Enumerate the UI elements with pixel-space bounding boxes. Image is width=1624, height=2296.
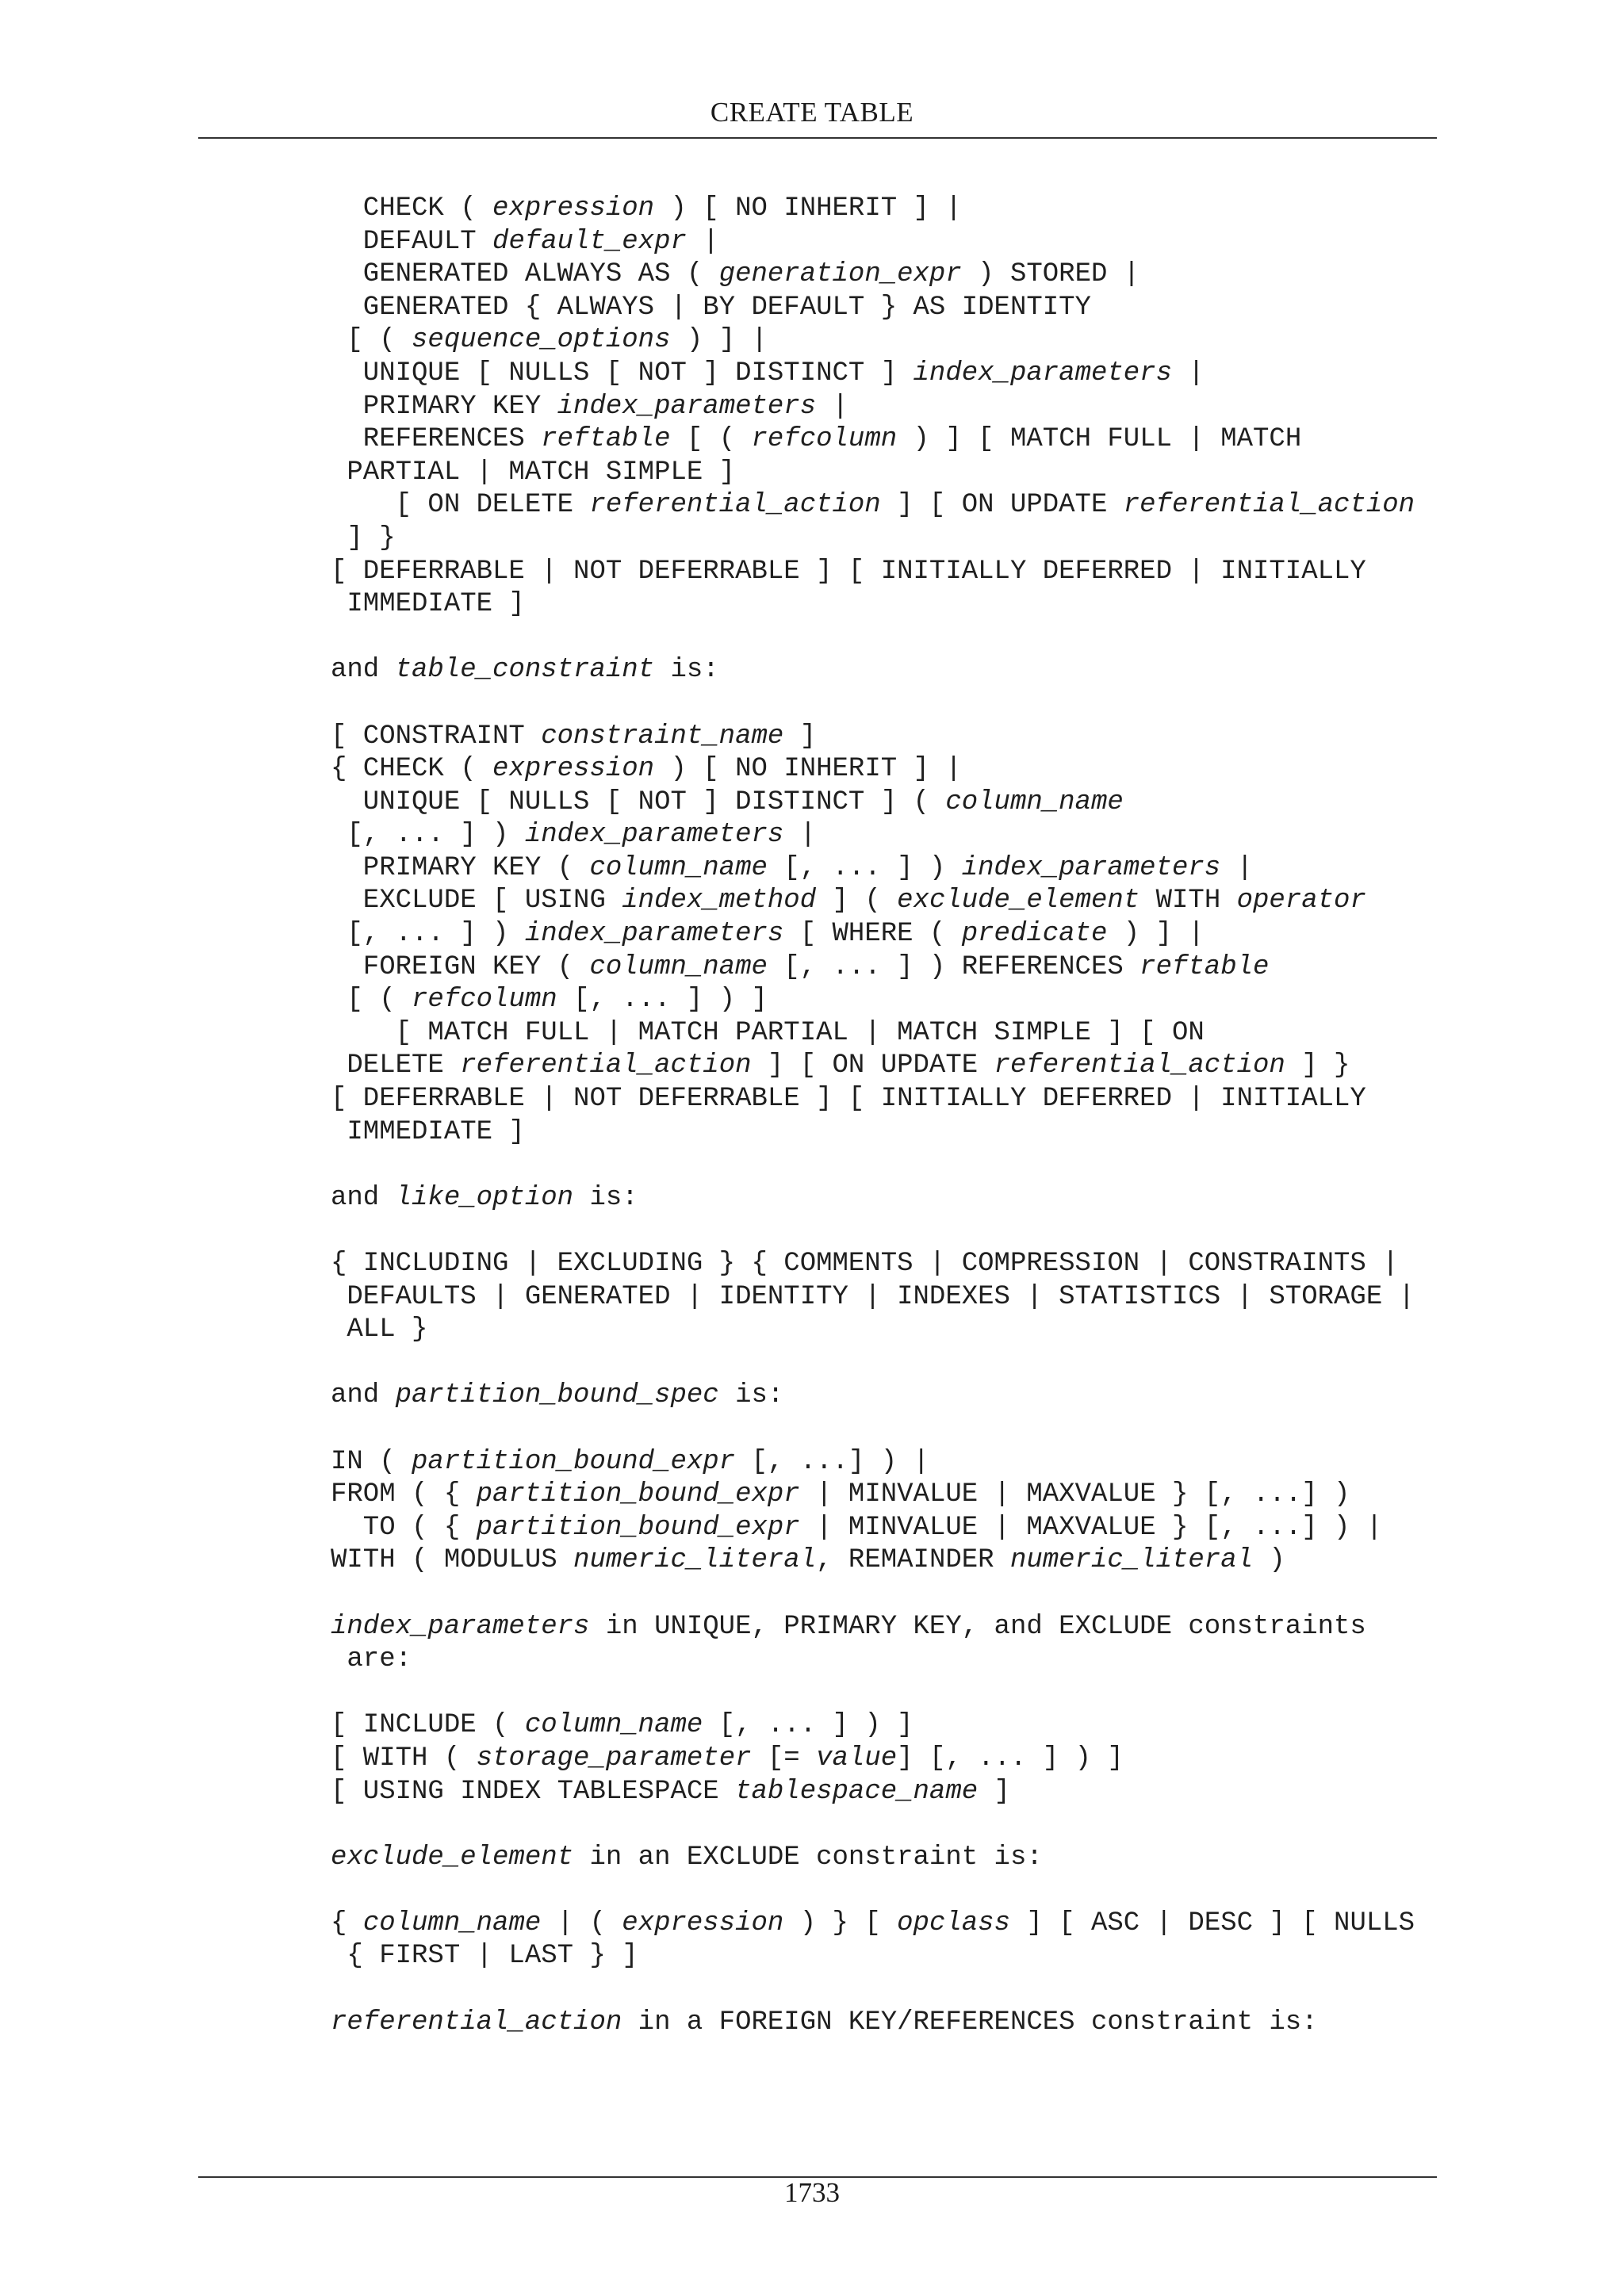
code-line bbox=[331, 721, 1441, 754]
syntax-keyword-text: ] [ ON UPDATE bbox=[880, 490, 1124, 521]
syntax-keyword-text: [ ( bbox=[331, 985, 412, 1016]
code-line bbox=[331, 1017, 1441, 1050]
syntax-keyword-text: and bbox=[331, 1182, 396, 1213]
syntax-placeholder: refcolumn bbox=[751, 424, 898, 455]
syntax-placeholder: partition_bound_spec bbox=[395, 1380, 719, 1411]
syntax-keyword-text: | MINVALUE | MAXVALUE } [, ...] ) bbox=[799, 1479, 1350, 1510]
syntax-keyword-text: TO ( { bbox=[331, 1512, 477, 1543]
code-line bbox=[331, 226, 1441, 259]
syntax-keyword-text: CHECK ( bbox=[331, 193, 493, 224]
syntax-placeholder: numeric_literal bbox=[573, 1545, 817, 1576]
syntax-keyword-text: DEFAULTS | GENERATED | IDENTITY | INDEXES | STATISTICS | STORAGE | bbox=[331, 1281, 1415, 1312]
syntax-keyword-text: [ USING INDEX TABLESPACE bbox=[331, 1776, 736, 1807]
syntax-keyword-text: ] bbox=[978, 1776, 1010, 1807]
code-line bbox=[331, 457, 1441, 490]
syntax-placeholder: index_parameters bbox=[557, 391, 817, 422]
syntax-keyword-text: is: bbox=[718, 1380, 784, 1411]
syntax-keyword-text: { CHECK ( bbox=[331, 754, 493, 785]
syntax-placeholder: storage_parameter bbox=[476, 1743, 752, 1774]
syntax-keyword-text: ] } bbox=[331, 522, 396, 553]
code-line bbox=[331, 622, 1441, 655]
syntax-keyword-text: [, ...] ) | bbox=[735, 1446, 929, 1477]
code-line bbox=[331, 1743, 1441, 1776]
code-line bbox=[331, 918, 1441, 951]
syntax-keyword-text: ) ] | bbox=[670, 325, 768, 356]
syntax-placeholder: like_option bbox=[395, 1182, 574, 1213]
syntax-keyword-text: IMMEDIATE ] bbox=[331, 1116, 525, 1147]
code-line bbox=[331, 852, 1441, 886]
code-line bbox=[331, 423, 1441, 457]
syntax-keyword-text: WITH bbox=[1139, 886, 1237, 916]
code-line bbox=[331, 1776, 1441, 1809]
code-line bbox=[331, 687, 1441, 721]
syntax-keyword-text: DEFAULT bbox=[331, 226, 493, 257]
syntax-keyword-text: [, ... ] ) bbox=[767, 852, 962, 883]
syntax-keyword-text: ) ] [ MATCH FULL | MATCH bbox=[897, 424, 1302, 455]
syntax-placeholder: reftable bbox=[1139, 951, 1270, 982]
syntax-placeholder: index_parameters bbox=[961, 852, 1221, 883]
code-line bbox=[331, 1709, 1441, 1743]
syntax-keyword-text: and bbox=[331, 1380, 396, 1411]
code-line bbox=[331, 1380, 1441, 1413]
header-rule bbox=[198, 137, 1437, 139]
syntax-keyword-text: ) STORED | bbox=[961, 259, 1140, 290]
code-line bbox=[331, 1940, 1441, 1973]
syntax-keyword-text: [, ... ] ) bbox=[331, 919, 525, 950]
syntax-placeholder: generation_expr bbox=[718, 259, 962, 290]
syntax-placeholder: column_name bbox=[589, 852, 768, 883]
syntax-keyword-text: [ WITH ( bbox=[331, 1743, 477, 1774]
code-line bbox=[331, 556, 1441, 589]
syntax-keyword-text: FROM ( { bbox=[331, 1479, 477, 1510]
syntax-keyword-text: is: bbox=[573, 1182, 638, 1213]
code-line bbox=[331, 489, 1441, 522]
code-line bbox=[331, 1973, 1441, 2007]
code-line bbox=[331, 654, 1441, 687]
syntax-keyword-text: | bbox=[1220, 852, 1253, 883]
syntax-keyword-text: in a FOREIGN KEY/REFERENCES constraint is: bbox=[622, 2007, 1318, 2038]
code-line bbox=[331, 1611, 1441, 1644]
syntax-placeholder: referential_action bbox=[460, 1050, 752, 1081]
syntax-keyword-text: [, ... ] ) ] bbox=[703, 1710, 914, 1741]
code-line bbox=[331, 2007, 1441, 2040]
syntax-placeholder: opclass bbox=[897, 1908, 1010, 1938]
code-line bbox=[331, 819, 1441, 852]
code-line bbox=[331, 588, 1441, 622]
syntax-placeholder: sequence_options bbox=[412, 325, 671, 356]
syntax-keyword-text: and bbox=[331, 655, 396, 686]
syntax-keyword-text: IMMEDIATE ] bbox=[331, 589, 525, 620]
syntax-keyword-text: is: bbox=[654, 655, 719, 686]
syntax-placeholder: expression bbox=[492, 754, 655, 785]
code-line bbox=[331, 1874, 1441, 1908]
code-line bbox=[331, 1182, 1441, 1215]
code-line bbox=[331, 984, 1441, 1017]
syntax-placeholder: referential_action bbox=[1123, 490, 1415, 521]
syntax-placeholder: partition_bound_expr bbox=[476, 1512, 800, 1543]
syntax-keyword-text: REFERENCES bbox=[331, 424, 542, 455]
syntax-keyword-text: WITH ( MODULUS bbox=[331, 1545, 574, 1576]
syntax-placeholder: exclude_element bbox=[897, 886, 1140, 916]
syntax-keyword-text: { bbox=[331, 1908, 363, 1938]
code-line bbox=[331, 1677, 1441, 1710]
running-header: CREATE TABLE bbox=[710, 97, 914, 128]
syntax-placeholder: column_name bbox=[589, 951, 768, 982]
syntax-placeholder: partition_bound_expr bbox=[476, 1479, 800, 1510]
syntax-keyword-text: ) [ NO INHERIT ] | bbox=[654, 754, 962, 785]
syntax-keyword-text: [ ( bbox=[331, 325, 412, 356]
syntax-keyword-text: ] [ ON UPDATE bbox=[751, 1050, 994, 1081]
syntax-keyword-text: [ ON DELETE bbox=[331, 490, 590, 521]
code-line bbox=[331, 951, 1441, 985]
code-line bbox=[331, 391, 1441, 424]
syntax-keyword-text: ] ( bbox=[816, 886, 898, 916]
syntax-keyword-text: ] bbox=[783, 721, 817, 752]
syntax-keyword-text: [ DEFERRABLE | NOT DEFERRABLE ] [ INITIALLY DEFERRED | INITIALLY bbox=[331, 1084, 1366, 1115]
syntax-code-block bbox=[331, 193, 1441, 2039]
code-line bbox=[331, 1578, 1441, 1611]
syntax-keyword-text: [ ( bbox=[670, 424, 752, 455]
syntax-keyword-text: { INCLUDING | EXCLUDING } { COMMENTS | COMPRESSION | CONSTRAINTS | bbox=[331, 1249, 1399, 1279]
code-line bbox=[331, 292, 1441, 325]
syntax-keyword-text: ) } [ bbox=[783, 1908, 898, 1938]
syntax-keyword-text: ALL } bbox=[331, 1314, 428, 1345]
syntax-placeholder: exclude_element bbox=[331, 1842, 574, 1873]
syntax-keyword-text: UNIQUE [ NULLS [ NOT ] DISTINCT ] ( bbox=[331, 786, 946, 817]
syntax-keyword-text: in an EXCLUDE constraint is: bbox=[573, 1842, 1043, 1873]
syntax-keyword-text: ) [ NO INHERIT ] | bbox=[654, 193, 962, 224]
code-line bbox=[331, 1083, 1441, 1116]
syntax-keyword-text: | bbox=[686, 226, 719, 257]
code-line bbox=[331, 1347, 1441, 1380]
syntax-keyword-text: [, ... ] ) ] bbox=[557, 985, 768, 1016]
syntax-keyword-text: DELETE bbox=[331, 1050, 461, 1081]
code-line bbox=[331, 1149, 1441, 1182]
syntax-placeholder: operator bbox=[1236, 886, 1366, 916]
code-line bbox=[331, 1512, 1441, 1545]
syntax-keyword-text: | bbox=[816, 391, 848, 422]
syntax-placeholder: column_name bbox=[945, 786, 1124, 817]
syntax-keyword-text: ] [, ... ] ) ] bbox=[897, 1743, 1124, 1774]
syntax-placeholder: predicate bbox=[961, 919, 1108, 950]
syntax-placeholder: tablespace_name bbox=[735, 1776, 979, 1807]
syntax-keyword-text: in UNIQUE, PRIMARY KEY, and EXCLUDE constraints bbox=[589, 1611, 1366, 1642]
syntax-keyword-text: [ MATCH FULL | MATCH PARTIAL | MATCH SIMPLE ] [ ON bbox=[331, 1017, 1205, 1048]
code-line bbox=[331, 885, 1441, 918]
syntax-keyword-text: | bbox=[1171, 358, 1205, 388]
syntax-keyword-text: [ WHERE ( bbox=[783, 919, 962, 950]
syntax-keyword-text: [, ... ] ) REFERENCES bbox=[767, 951, 1140, 982]
syntax-keyword-text: | MINVALUE | MAXVALUE } [, ...] ) | bbox=[799, 1512, 1383, 1543]
code-line bbox=[331, 1314, 1441, 1347]
syntax-placeholder: index_parameters bbox=[524, 820, 784, 851]
syntax-keyword-text: ] [ ASC | DESC ] [ NULLS bbox=[1009, 1908, 1415, 1938]
syntax-keyword-text: GENERATED ALWAYS AS ( bbox=[331, 259, 719, 290]
syntax-keyword-text: IN ( bbox=[331, 1446, 412, 1477]
syntax-placeholder: column_name bbox=[524, 1710, 703, 1741]
syntax-keyword-text: EXCLUDE [ USING bbox=[331, 886, 622, 916]
code-line bbox=[331, 258, 1441, 292]
syntax-placeholder: numeric_literal bbox=[1009, 1545, 1254, 1576]
syntax-keyword-text: [, ... ] ) bbox=[331, 820, 525, 851]
syntax-placeholder: expression bbox=[492, 193, 655, 224]
code-line bbox=[331, 1644, 1441, 1677]
code-line bbox=[331, 522, 1441, 556]
code-line bbox=[331, 324, 1441, 358]
code-line bbox=[331, 786, 1441, 820]
code-line bbox=[331, 1248, 1441, 1281]
syntax-placeholder: index_method bbox=[622, 886, 817, 916]
syntax-keyword-text: [ DEFERRABLE | NOT DEFERRABLE ] [ INITIALLY DEFERRED | INITIALLY bbox=[331, 556, 1366, 587]
code-line bbox=[331, 753, 1441, 786]
syntax-keyword-text: are: bbox=[331, 1644, 412, 1675]
page-number: 1733 bbox=[784, 2177, 840, 2208]
syntax-placeholder: column_name bbox=[362, 1908, 542, 1938]
syntax-placeholder: referential_action bbox=[589, 490, 881, 521]
code-line bbox=[331, 1808, 1441, 1842]
syntax-keyword-text: GENERATED { ALWAYS | BY DEFAULT } AS IDENTITY bbox=[331, 292, 1091, 323]
syntax-keyword-text: [= bbox=[751, 1743, 817, 1774]
syntax-placeholder: referential_action bbox=[331, 2007, 622, 2038]
code-line bbox=[331, 1446, 1441, 1479]
code-line bbox=[331, 1215, 1441, 1248]
syntax-placeholder: default_expr bbox=[492, 226, 687, 257]
syntax-keyword-text: FOREIGN KEY ( bbox=[331, 951, 590, 982]
syntax-placeholder: index_parameters bbox=[331, 1611, 590, 1642]
syntax-placeholder: refcolumn bbox=[412, 985, 557, 1016]
syntax-keyword-text: | ( bbox=[541, 1908, 622, 1938]
syntax-placeholder: index_parameters bbox=[524, 919, 784, 950]
code-line bbox=[331, 1908, 1441, 1941]
syntax-placeholder: reftable bbox=[541, 424, 671, 455]
syntax-keyword-text: { FIRST | LAST } ] bbox=[331, 1941, 638, 1972]
syntax-keyword-text: [ CONSTRAINT bbox=[331, 721, 542, 752]
syntax-placeholder: expression bbox=[622, 1908, 784, 1938]
syntax-placeholder: index_parameters bbox=[913, 358, 1172, 388]
syntax-keyword-text: PARTIAL | MATCH SIMPLE ] bbox=[331, 457, 736, 488]
syntax-keyword-text: [ INCLUDE ( bbox=[331, 1710, 525, 1741]
code-line bbox=[331, 1479, 1441, 1512]
code-line bbox=[331, 1544, 1441, 1578]
syntax-placeholder: value bbox=[816, 1743, 898, 1774]
syntax-keyword-text: PRIMARY KEY bbox=[331, 391, 557, 422]
code-line bbox=[331, 1116, 1441, 1150]
code-line bbox=[331, 1050, 1441, 1083]
syntax-placeholder: referential_action bbox=[994, 1050, 1285, 1081]
syntax-keyword-text: UNIQUE [ NULLS [ NOT ] DISTINCT ] bbox=[331, 358, 914, 388]
syntax-keyword-text: ) bbox=[1253, 1545, 1285, 1576]
syntax-placeholder: table_constraint bbox=[395, 655, 655, 686]
code-line bbox=[331, 1842, 1441, 1875]
syntax-keyword-text: PRIMARY KEY ( bbox=[331, 852, 590, 883]
code-line bbox=[331, 1413, 1441, 1446]
syntax-keyword-text: ] } bbox=[1285, 1050, 1350, 1081]
syntax-placeholder: partition_bound_expr bbox=[412, 1446, 736, 1477]
code-line bbox=[331, 193, 1441, 226]
syntax-keyword-text: | bbox=[783, 820, 817, 851]
syntax-placeholder: constraint_name bbox=[541, 721, 784, 752]
syntax-keyword-text: , REMAINDER bbox=[816, 1545, 1010, 1576]
code-line bbox=[331, 1281, 1441, 1314]
code-line bbox=[331, 358, 1441, 391]
syntax-keyword-text: ) ] | bbox=[1107, 919, 1205, 950]
